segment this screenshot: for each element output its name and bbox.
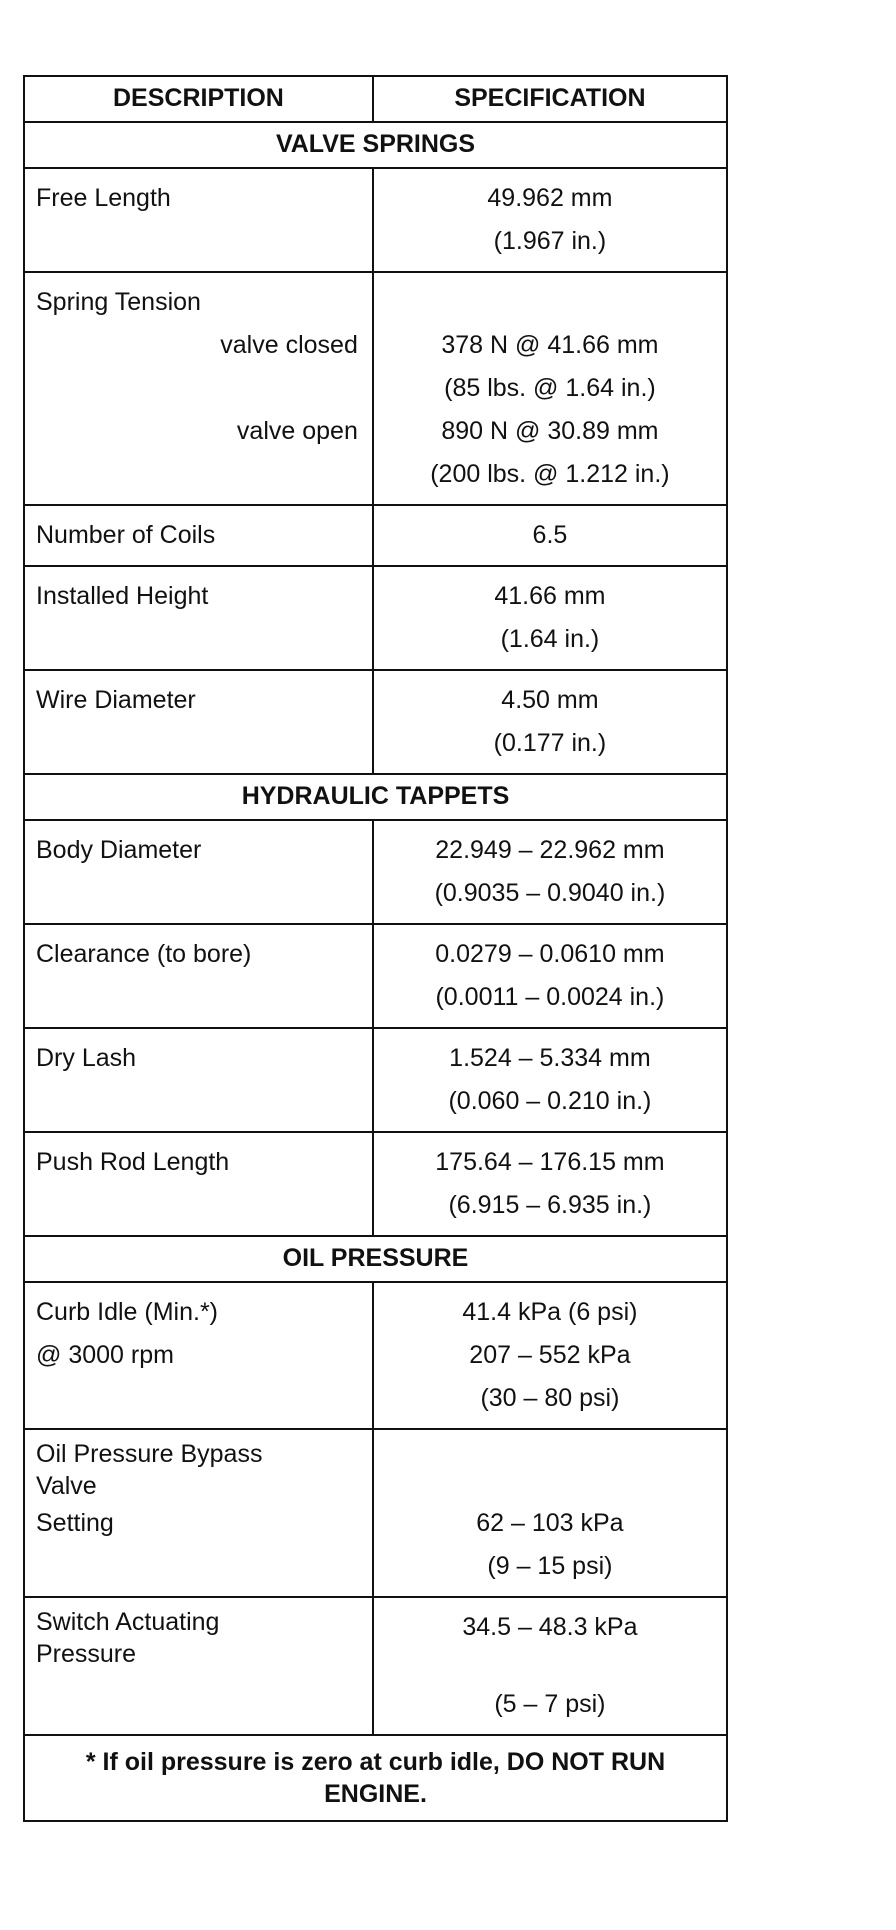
row-label <box>24 1597 373 1735</box>
valve-open-metric: 890 N @ 30.89 mm <box>441 417 659 445</box>
valve-open-label: valve open <box>236 417 358 445</box>
footnote: * If oil pressure is zero at curb idle, DO NOT RUN ENGINE. <box>24 1735 727 1821</box>
valve-closed-label: valve closed <box>220 331 358 359</box>
clearance-metric: 0.0279 – 0.0610 mm <box>435 940 665 968</box>
switch-label-a: Switch Actuating <box>36 1608 220 1636</box>
bypass-metric: 62 – 103 kPa <box>476 1509 624 1537</box>
table-row <box>24 1429 727 1597</box>
switch-metric: 34.5 – 48.3 kPa <box>462 1613 638 1641</box>
row-value <box>373 1429 727 1597</box>
footnote-row <box>24 1735 727 1821</box>
row-label <box>24 1028 373 1132</box>
body-diameter-metric: 22.949 – 22.962 mm <box>435 836 665 864</box>
table-row <box>24 820 727 924</box>
table-row <box>24 670 727 774</box>
header-description: DESCRIPTION <box>24 76 373 122</box>
row-label <box>24 1429 373 1597</box>
row-label <box>24 1132 373 1236</box>
curb-idle-label: Curb Idle (Min.*) <box>36 1298 218 1326</box>
curb-idle-rpm-label: @ 3000 rpm <box>36 1341 174 1369</box>
table-row <box>24 505 727 566</box>
header-specification: SPECIFICATION <box>373 76 727 122</box>
clearance-imperial: (0.0011 – 0.0024 in.) <box>435 983 665 1011</box>
table-row <box>24 168 727 272</box>
wire-diameter-metric: 4.50 mm <box>501 686 599 714</box>
free-length-label: Free Length <box>36 184 171 212</box>
push-rod-metric: 175.64 – 176.15 mm <box>435 1148 665 1176</box>
row-value <box>373 1132 727 1236</box>
bypass-label-a: Oil Pressure Bypass <box>36 1440 263 1468</box>
section-row <box>24 1236 727 1282</box>
table-row <box>24 1597 727 1735</box>
dry-lash-label: Dry Lash <box>36 1044 137 1072</box>
section-oil-pressure: OIL PRESSURE <box>24 1236 727 1282</box>
clearance-label: Clearance (to bore) <box>36 940 252 968</box>
installed-height-imperial: (1.64 in.) <box>500 625 600 653</box>
wire-diameter-imperial: (0.177 in.) <box>493 729 607 757</box>
push-rod-label: Push Rod Length <box>36 1148 230 1176</box>
body-diameter-label: Body Diameter <box>36 836 202 864</box>
spec-table <box>23 75 728 1822</box>
row-value <box>373 505 727 566</box>
push-rod-imperial: (6.915 – 6.935 in.) <box>448 1191 652 1219</box>
valve-open-imperial: (200 lbs. @ 1.212 in.) <box>430 460 670 488</box>
section-row <box>24 122 727 168</box>
wire-diameter-label: Wire Diameter <box>36 686 196 714</box>
spacer <box>374 1649 726 1683</box>
section-hydraulic-tappets: HYDRAULIC TAPPETS <box>24 774 727 820</box>
curb-idle-rpm-metric: 207 – 552 kPa <box>469 1341 631 1369</box>
spacer <box>36 367 372 410</box>
row-label <box>24 566 373 670</box>
curb-idle-rpm-imperial: (30 – 80 psi) <box>480 1384 620 1412</box>
row-label <box>24 670 373 774</box>
row-value <box>373 820 727 924</box>
row-label <box>24 272 373 505</box>
curb-idle-value: 41.4 kPa (6 psi) <box>462 1298 638 1326</box>
free-length-metric: 49.962 mm <box>487 184 613 212</box>
row-value <box>373 1028 727 1132</box>
switch-imperial: (5 – 7 psi) <box>494 1690 606 1718</box>
row-label <box>24 168 373 272</box>
table-row <box>24 1028 727 1132</box>
bypass-imperial: (9 – 15 psi) <box>487 1552 613 1580</box>
installed-height-label: Installed Height <box>36 582 209 610</box>
installed-height-metric: 41.66 mm <box>494 582 606 610</box>
coils-value: 6.5 <box>532 521 568 549</box>
section-valve-springs: VALVE SPRINGS <box>24 122 727 168</box>
valve-closed-metric: 378 N @ 41.66 mm <box>441 331 659 359</box>
coils-label: Number of Coils <box>36 521 216 549</box>
row-label <box>24 1282 373 1429</box>
table-row <box>24 272 727 505</box>
row-value <box>373 566 727 670</box>
dry-lash-metric: 1.524 – 5.334 mm <box>449 1044 651 1072</box>
row-value <box>373 924 727 1028</box>
spring-tension-label: Spring Tension <box>36 288 201 316</box>
row-value <box>373 1597 727 1735</box>
row-label <box>24 820 373 924</box>
dry-lash-imperial: (0.060 – 0.210 in.) <box>448 1087 652 1115</box>
row-value <box>373 168 727 272</box>
valve-closed-imperial: (85 lbs. @ 1.64 in.) <box>444 374 656 402</box>
switch-label-b: Pressure <box>36 1640 137 1668</box>
bypass-label-b: Valve <box>36 1472 97 1500</box>
row-label <box>24 924 373 1028</box>
table-row <box>24 924 727 1028</box>
section-row <box>24 774 727 820</box>
table-row <box>24 1132 727 1236</box>
row-label <box>24 505 373 566</box>
spacer <box>374 1438 726 1502</box>
free-length-imperial: (1.967 in.) <box>493 227 607 255</box>
row-value <box>373 1282 727 1429</box>
bypass-label-c: Setting <box>36 1509 114 1537</box>
row-value <box>373 670 727 774</box>
spacer <box>374 281 726 324</box>
table-row <box>24 566 727 670</box>
row-value <box>373 272 727 505</box>
body-diameter-imperial: (0.9035 – 0.9040 in.) <box>434 879 666 907</box>
header-row <box>24 76 727 122</box>
table-row <box>24 1282 727 1429</box>
